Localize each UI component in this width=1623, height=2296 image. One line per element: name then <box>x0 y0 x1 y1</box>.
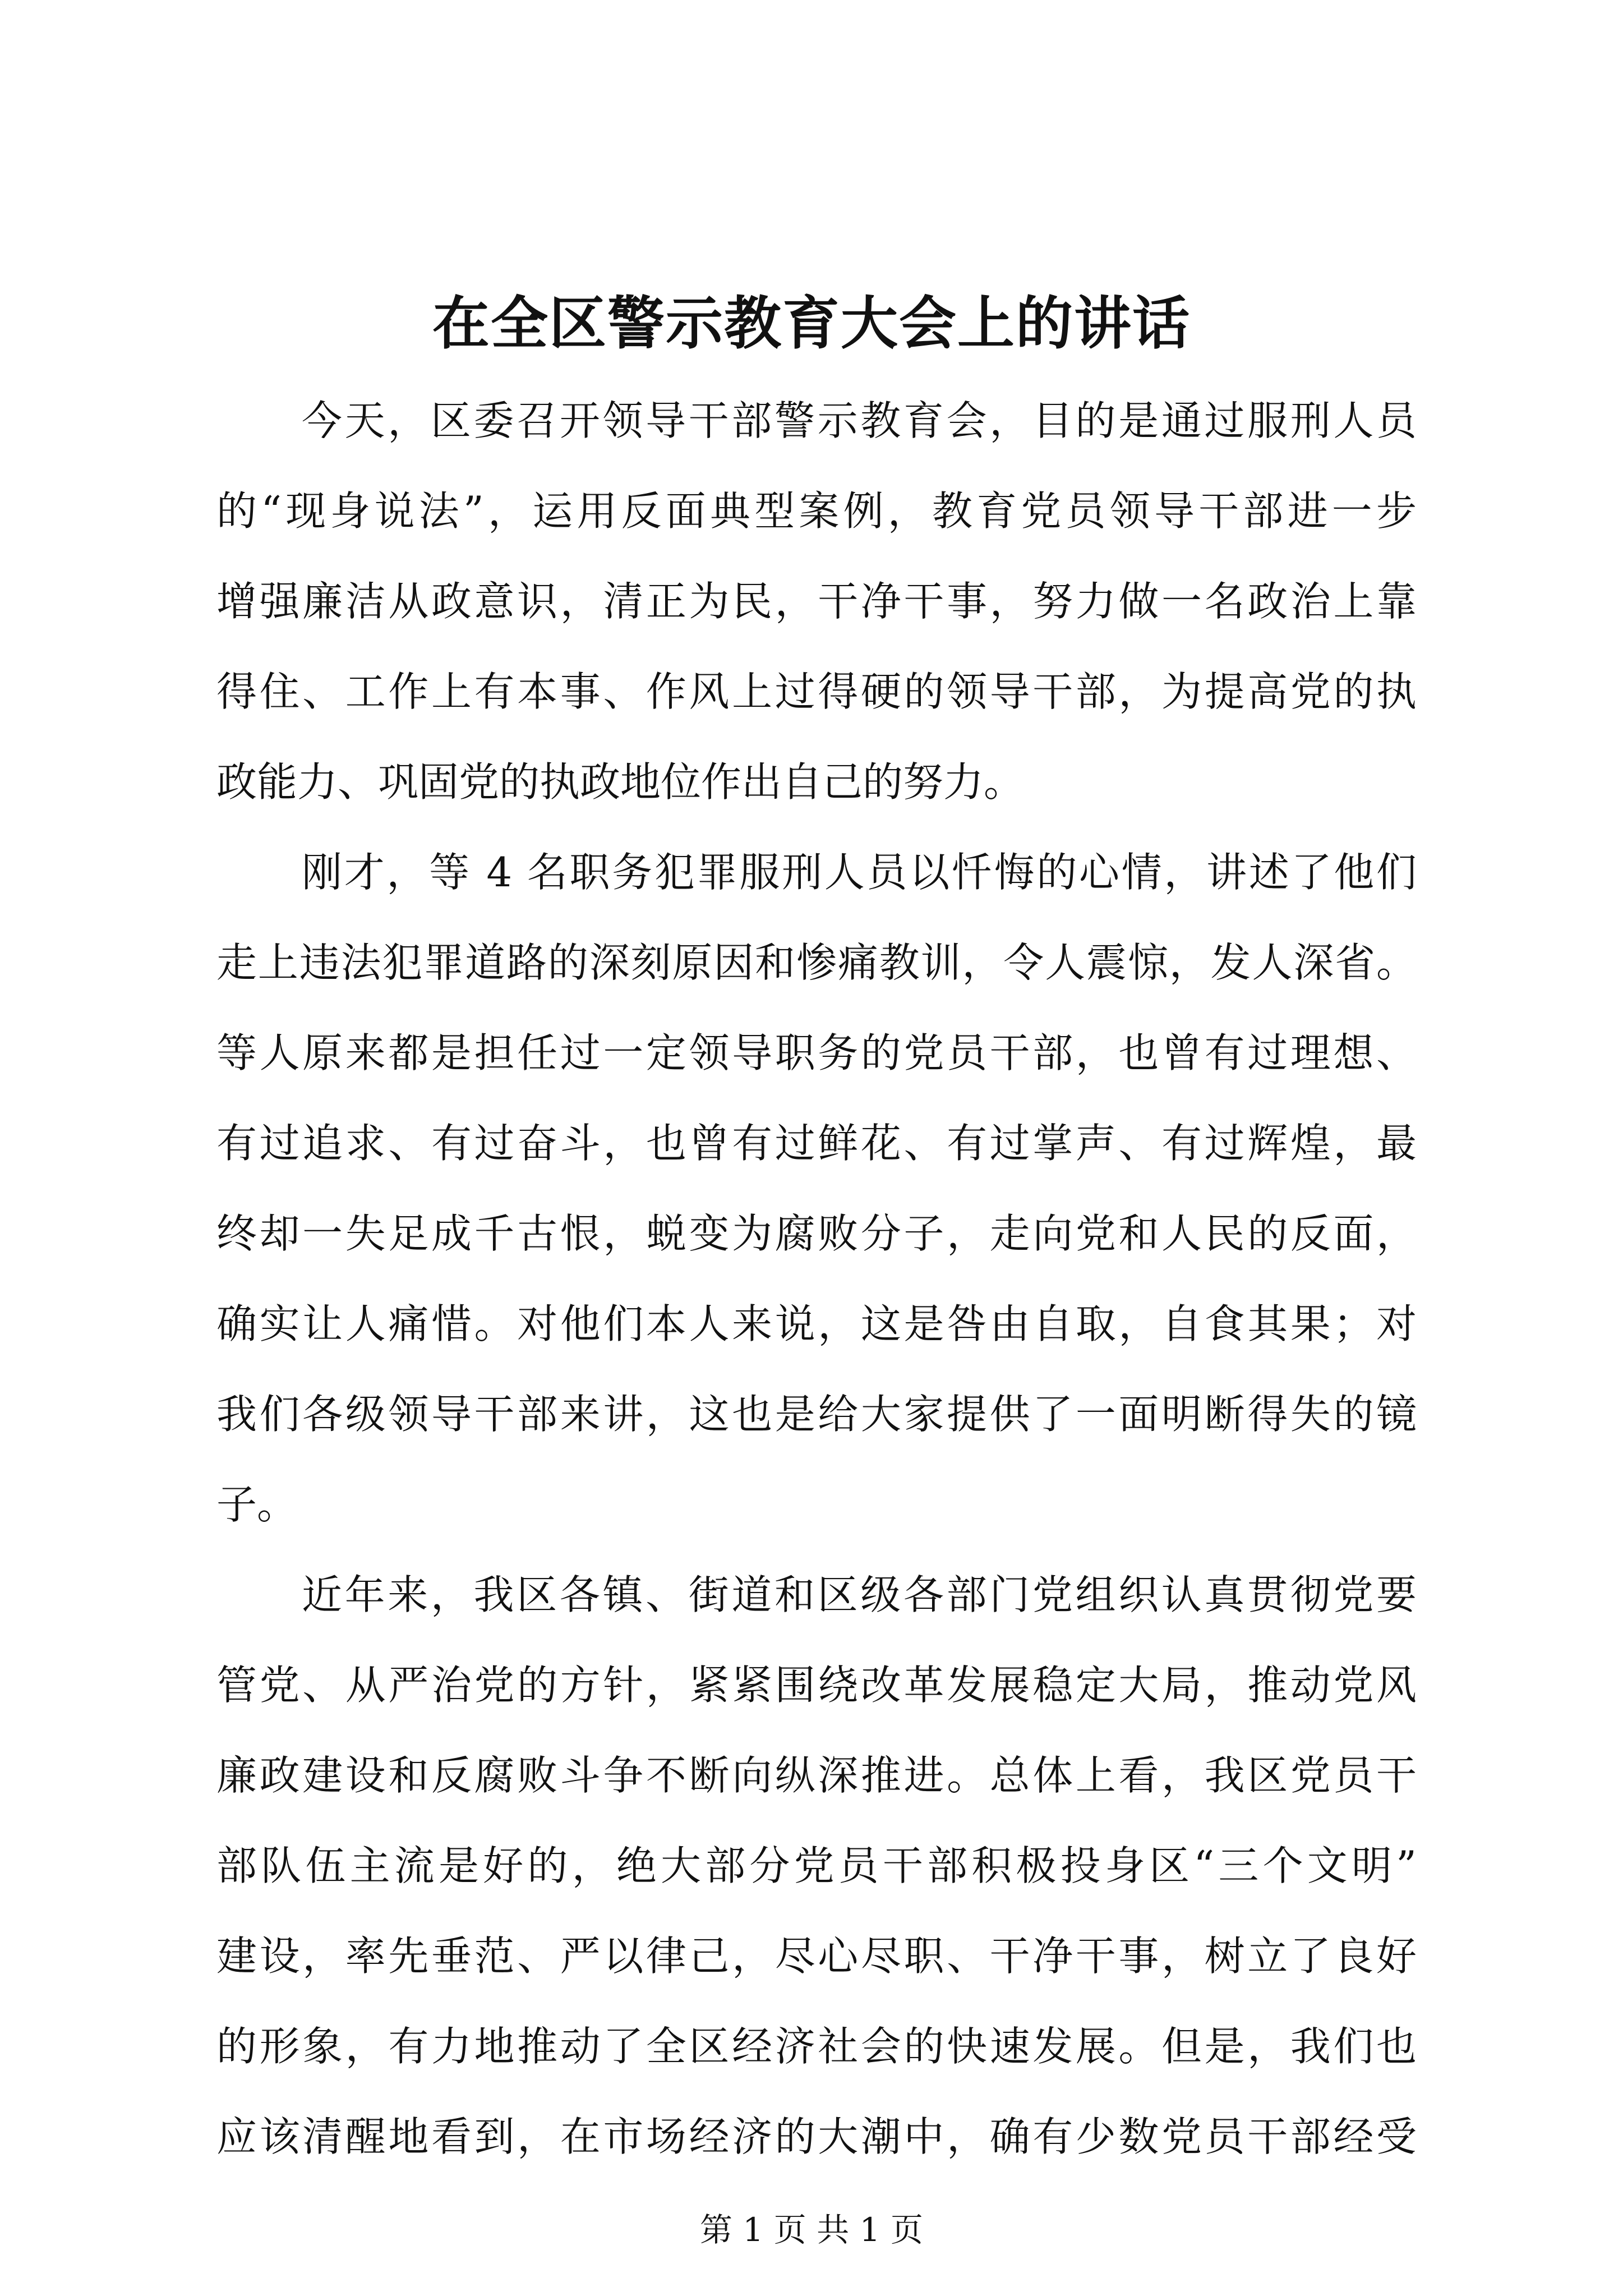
paragraph-2-line-4: 有过追求、有过奋斗，也曾有过鲜花、有过掌声、有过辉煌，最 <box>216 1120 1417 1167</box>
paragraph-3-line-1: 近年来，我区各镇、街道和区级各部门党组织认真贯彻党要 <box>302 1571 1417 1618</box>
paragraph-3-line-7: 应该清醒地看到，在市场经济的大潮中，确有少数党员干部经受 <box>216 2113 1417 2160</box>
paragraph-3-line-2: 管党、从严治党的方针，紧紧围绕改革发展稳定大局，推动党风 <box>216 1662 1417 1709</box>
paragraph-3-line-3: 廉政建设和反腐败斗争不断向纵深推进。总体上看，我区党员干 <box>216 1752 1417 1799</box>
paragraph-2-line-3: 等人原来都是担任过一定领导职务的党员干部，也曾有过理想、 <box>216 1029 1417 1076</box>
paragraph-1-line-4: 得住、工作上有本事、作风上过得硬的领导干部，为提高党的执 <box>216 668 1417 715</box>
paragraph-2-line-5: 终却一失足成千古恨，蜕变为腐败分子，走向党和人民的反面， <box>216 1210 1417 1257</box>
paragraph-2-line-2: 走上违法犯罪道路的深刻原因和惨痛教训，令人震惊，发人深省。 <box>216 939 1417 986</box>
paragraph-1-line-2: 的“现身说法”，运用反面典型案例，教育党员领导干部进一步 <box>216 487 1417 535</box>
paragraph-3-line-4: 部队伍主流是好的，绝大部分党员干部积极投身区“三个文明” <box>216 1842 1417 1889</box>
paragraph-3-line-5: 建设，率先垂范、严以律己，尽心尽职、干净干事，树立了良好 <box>216 1932 1417 1980</box>
paragraph-2-line-7: 我们各级领导干部来讲，这也是给大家提供了一面明断得失的镜 <box>216 1391 1417 1438</box>
paragraph-3-line-6: 的形象，有力地推动了全区经济社会的快速发展。但是，我们也 <box>216 2023 1417 2070</box>
paragraph-1-line-3: 增强廉洁从政意识，清正为民，干净干事，努力做一名政治上靠 <box>216 578 1417 625</box>
document-title: 在全区警示教育大会上的讲话 <box>432 290 1191 357</box>
paragraph-1-line-5: 政能力、巩固党的执政地位作出自己的努力。 <box>216 758 1025 806</box>
paragraph-2-line-6: 确实让人痛惜。对他们本人来说，这是咎由自取，自食其果；对 <box>216 1300 1417 1347</box>
paragraph-2-line-1: 刚才，等 4 名职务犯罪服刑人员以忏悔的心情，讲述了他们 <box>302 849 1417 896</box>
paragraph-2-line-8: 子。 <box>216 1481 298 1528</box>
page-footer: 第 1 页 共 1 页 <box>700 2211 923 2249</box>
paragraph-1-line-1: 今天，区委召开领导干部警示教育会，目的是通过服刑人员 <box>302 397 1417 444</box>
